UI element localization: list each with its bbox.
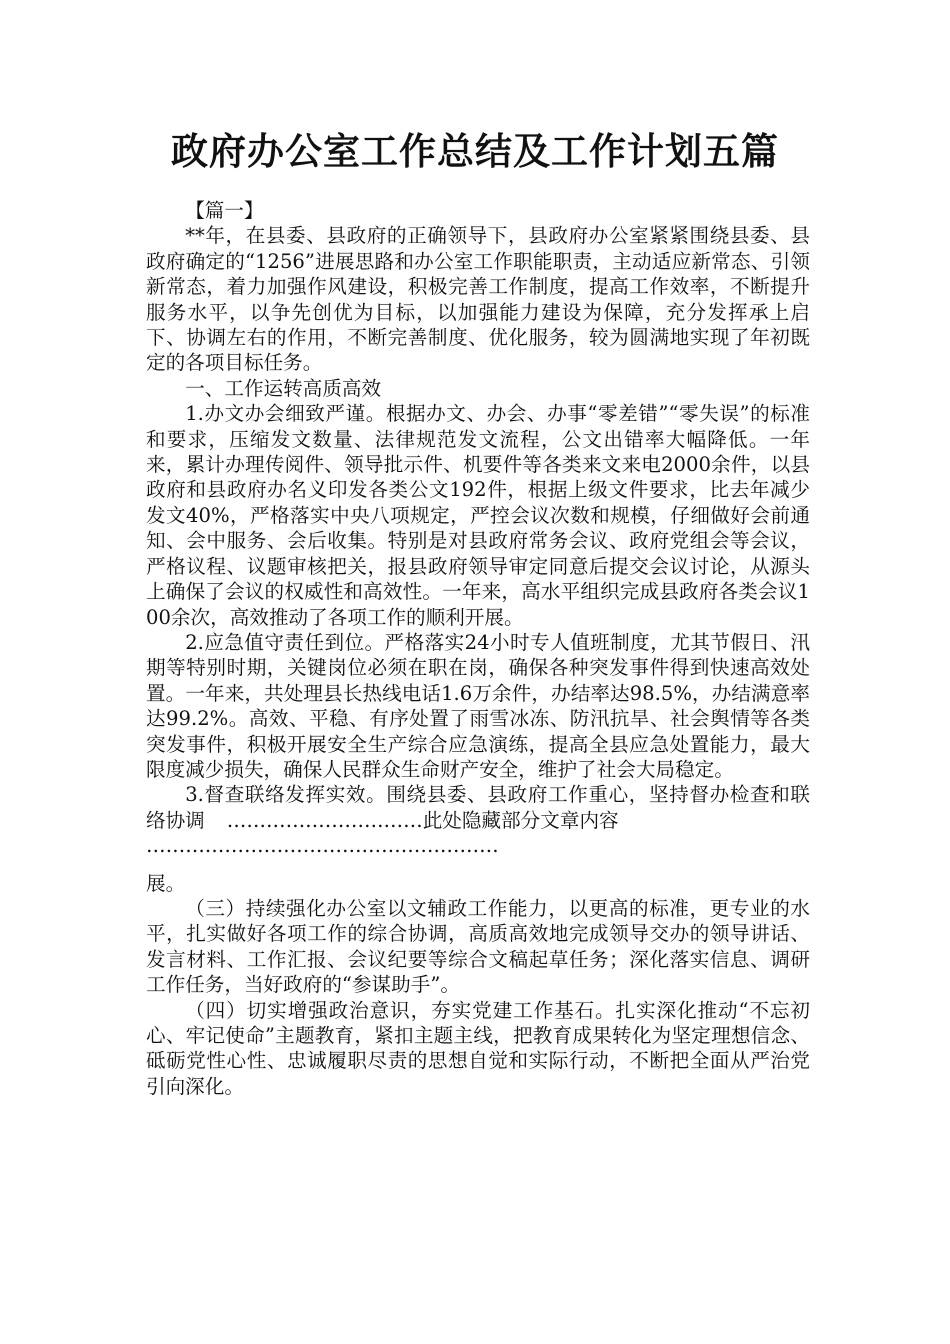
paragraph-item-3-end: 展。	[146, 871, 186, 895]
paragraph-item-1: 1.办文办会细致严谨。根据办文、办会、办事“零差错”“零失误”的标准和要求，压缩发文数量、法律规范发文流程，公文出错率大幅降低。一年来，累计办理传阅件、领导批示件、机要件等各类来文来电2000余件，以县政府和县政府办名义印发各类公文192件，根据上级文件要求，比去年减少发文40%，严格落实中央八项规定，严控会议次数和规模，仔细做好会前通知、会中服务、会后收集。特别是对县政府常务会议、政府党组会等会议，严格议程、议题审核把关，报县政府领导审定同意后提交会议讨论，从源头上确保了会议的权威性和高效性。一年来，高水平组织完成县政府各类会议100余次，高效推动了各项工作的顺利开展。	[146, 402, 810, 629]
paragraph-item-2: 2.应急值守责任到位。严格落实24小时专人值班制度，尤其节假日、汛期等特别时期，关键岗位必须在职在岗，确保各种突发事件得到快速高效处置。一年来，共处理县长热线电话1.6万余件，办结率达98.5%，办结满意率达99.2%。高效、平稳、有序处置了雨雪冰冻、防汛抗旱、社会舆情等各类突发事件，积极开展安全生产综合应急演练，提高全县应急处置能力，最大限度减少损失，确保人民群众生命财产安全，维护了社会大局稳定。	[146, 630, 810, 781]
spacer	[146, 859, 810, 871]
paragraph-item-3-start	[146, 782, 810, 833]
hidden-content-notice: …………………………此处隐藏部分文章内容	[226, 808, 619, 832]
paragraph-intro: **年，在县委、县政府的正确领导下，县政府办公室紧紧围绕县委、县政府确定的“1256”进展思路和办公室工作职能职责，主动适应新常态、引领新常态，着力加强作风建设，积极完善工作制度，提高工作效率，不断提升服务水平，以争先创优为目标，以加强能力建设为保障，充分发挥承上启下、协调左右的作用，不断完善制度、优化服务，较为圆满地实现了年初既定的各项目标任务。	[146, 224, 810, 375]
heading-work-operation: 一、工作运转高质高效	[185, 376, 382, 400]
document-body	[146, 198, 810, 1099]
paragraph-part-3: （三）持续强化办公室以文辅政工作能力，以更高的标准，更专业的水平，扎实做好各项工作的综合协调，高质高效地完成领导交办的领导讲话、发言材料、工作汇报、会议纪要等综合文稿起草任务；深化落实信息、调研工作任务，当好政府的“参谋助手”。	[146, 896, 810, 997]
item-3-start-text: 3.督查联络发挥实效。围绕县委、县政府工作重心，坚持督办检查和联络协调	[146, 783, 810, 832]
hidden-content-dots: ………………………………………………	[146, 834, 499, 858]
section-tag: 【篇一】	[185, 199, 264, 222]
document-title: 政府办公室工作总结及工作计划五篇	[171, 130, 779, 173]
paragraph-part-4: （四）切实增强政治意识，夯实党建工作基石。扎实深化推动“不忘初心、牢记使命”主题教育，紧扣主题主线，把教育成果转化为坚定理想信念、砥砺党性心性、忠诚履职尽责的思想自觉和实际行动，不断把全面从严治党引向深化。	[146, 998, 810, 1098]
